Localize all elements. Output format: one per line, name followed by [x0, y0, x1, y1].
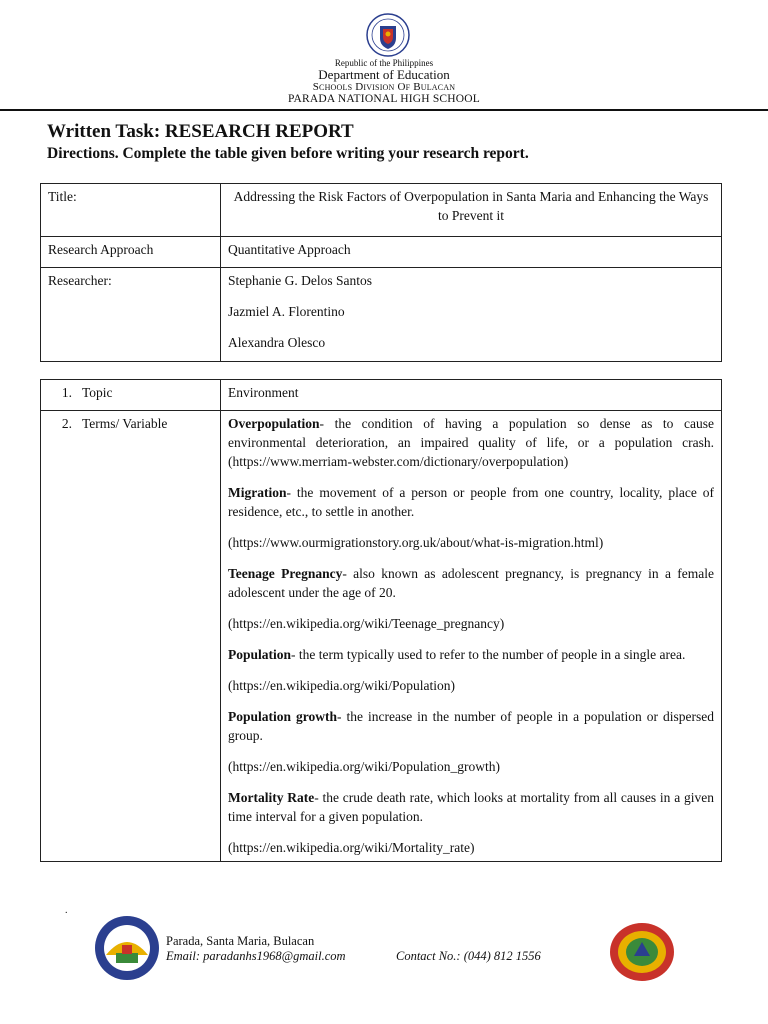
task-directions: Directions. Complete the table given before writing your research report.: [47, 145, 529, 162]
term-definition: [228, 645, 714, 664]
term-name: Mortality Rate: [228, 790, 315, 805]
topic-table: [40, 379, 722, 862]
footer-email: Email: paradanhs1968@gmail.com: [166, 949, 346, 963]
term-definition: [228, 788, 714, 826]
term-source: (https://en.wikipedia.org/wiki/Mortality_rate): [228, 840, 475, 855]
deped-seal-icon: [366, 13, 410, 57]
terms-label-cell: [41, 411, 221, 862]
term-name: Migration: [228, 485, 287, 500]
task-title: Written Task: RESEARCH REPORT: [47, 121, 354, 142]
stray-dot: .: [65, 905, 68, 916]
researcher-label: Researcher:: [41, 268, 221, 362]
title-label: Title:: [41, 184, 221, 237]
researcher-name: Stephanie G. Delos Santos: [228, 273, 372, 288]
term-definition: [228, 707, 714, 745]
term-source: (https://en.wikipedia.org/wiki/Population): [228, 678, 455, 693]
table-row: [41, 411, 722, 862]
header-division: Schools Division Of Bulacan: [312, 81, 456, 93]
table-row: [41, 237, 722, 268]
term-source: (https://www.ourmigrationstory.org.uk/about/what-is-migration.html): [228, 535, 604, 550]
term-text: - the crude death rate, which looks at mortality from all causes in a given time interval for a given population.: [228, 790, 714, 824]
approach-value: Quantitative Approach: [221, 237, 722, 268]
topic-label-cell: [41, 380, 221, 411]
title-value: Addressing the Risk Factors of Overpopulation in Santa Maria and Enhancing the Ways to Prevent it: [221, 184, 722, 237]
table-row: [41, 268, 722, 362]
topic-label: Topic: [82, 385, 113, 400]
header-department: Department of Education: [318, 67, 450, 82]
term-text: - the condition of having a population so dense as to cause environmental deterioration, an impaired quality of life, or a population crash.: [228, 416, 714, 450]
researcher-name: Alexandra Olesco: [228, 335, 326, 350]
term-definition: [228, 414, 714, 471]
table-row: [41, 184, 722, 237]
term-source: (https://www.merriam-webster.com/dictionary/overpopulation): [228, 454, 569, 469]
researcher-list: [221, 268, 722, 362]
row-number: 2.: [61, 416, 72, 431]
term-text: - also known as adolescent pregnancy, is pregnancy in a female adolescent under the age of 20.: [228, 566, 714, 600]
term-name: Population: [228, 647, 292, 662]
terms-cell: [221, 411, 722, 862]
header-divider: [0, 109, 768, 111]
division-seal-icon: [609, 922, 675, 982]
term-definition: [228, 564, 714, 602]
term-name: Teenage Pregnancy: [228, 566, 343, 581]
term-text: - the movement of a person or people from one country, locality, place of residence, etc., to settle in another.: [228, 485, 714, 519]
school-seal-icon: [94, 915, 160, 981]
footer-address: Parada, Santa Maria, Bulacan: [166, 934, 315, 948]
term-text: - the increase in the number of people in a population or dispersed group.: [228, 709, 714, 743]
term-source: (https://en.wikipedia.org/wiki/Population_growth): [228, 759, 500, 774]
info-table: [40, 183, 722, 362]
term-name: Population growth: [228, 709, 338, 724]
header-republic: Republic of the Philippines: [334, 58, 434, 68]
row-number: 1.: [61, 385, 72, 400]
table-row: [41, 380, 722, 411]
researcher-name: Jazmiel A. Florentino: [228, 304, 345, 319]
terms-label: Terms/ Variable: [82, 416, 168, 431]
header-school: PARADA NATIONAL HIGH SCHOOL: [287, 93, 481, 105]
term-text: - the term typically used to refer to the number of people in a single area.: [291, 647, 686, 662]
term-source: (https://en.wikipedia.org/wiki/Teenage_pregnancy): [228, 616, 505, 631]
approach-label: Research Approach: [41, 237, 221, 268]
topic-value: Environment: [221, 380, 722, 411]
term-definition: [228, 483, 714, 521]
term-name: Overpopulation: [228, 416, 320, 431]
footer-contact: Contact No.: (044) 812 1556: [396, 949, 541, 963]
